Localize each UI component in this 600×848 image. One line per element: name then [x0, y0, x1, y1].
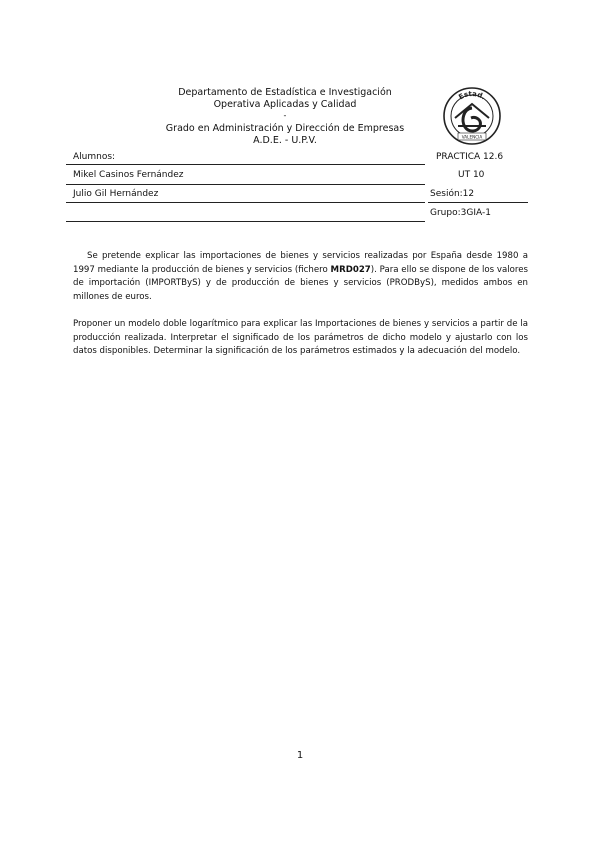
paragraph-2: Proponer un modelo doble logarítmico para explicar las Importaciones de bienes y servicios a partir de la producción realizada. Interpretar el significado de los parámetros de dicho modelo y ajustarlo con los datos disponibles. Determinar la significación de los parámetros estimados y la adecuación del modelo. — [73, 319, 528, 356]
practice-group: Grupo:3GIA-1 — [430, 208, 491, 218]
logo-top-text: Estad. — [457, 89, 487, 102]
paragraph-1 — [73, 250, 528, 304]
paragraph-1-text-b: ). Para ello se dispone de los valores de importación (IMPORTByS) y de producción de bienes y servicios (PRODByS), medidos ambos en millones de euros. — [73, 264, 528, 302]
rule-4 — [66, 221, 425, 222]
university-logo — [442, 86, 502, 146]
paragraph-1-text-a: Se pretende explicar las importaciones de bienes y servicios realizadas por España desde 1980 a 1997 mediante la producción de bienes y servicios (fichero — [73, 251, 528, 275]
svg-text:Estad. — [457, 90, 486, 101]
practice-title: PRACTICA 12.6 — [436, 152, 504, 162]
department-line-2: Operativa Aplicadas y Calidad — [213, 99, 357, 110]
rule-3 — [66, 202, 425, 203]
rule-practice — [428, 202, 528, 203]
department-line-1: Departamento de Estadística e Investigación — [178, 87, 392, 98]
file-name: MRD027 — [330, 264, 371, 275]
header-separator: - — [283, 111, 287, 120]
students-label: Alumnos: — [73, 152, 116, 162]
logo-bottom-text: VALENCIA — [461, 134, 483, 140]
practice-session: Sesión:12 — [430, 189, 475, 199]
rule-2 — [66, 184, 425, 185]
degree-line-1: Grado en Administración y Dirección de Empresas — [165, 123, 405, 134]
practice-unit: UT 10 — [458, 170, 485, 180]
rule-1 — [66, 164, 425, 165]
student-name-1: Mikel Casinos Fernández — [73, 170, 184, 180]
page-number: 1 — [296, 750, 304, 761]
student-name-2: Julio Gil Hernández — [73, 189, 159, 199]
degree-line-2: A.D.E. - U.P.V. — [253, 135, 317, 146]
